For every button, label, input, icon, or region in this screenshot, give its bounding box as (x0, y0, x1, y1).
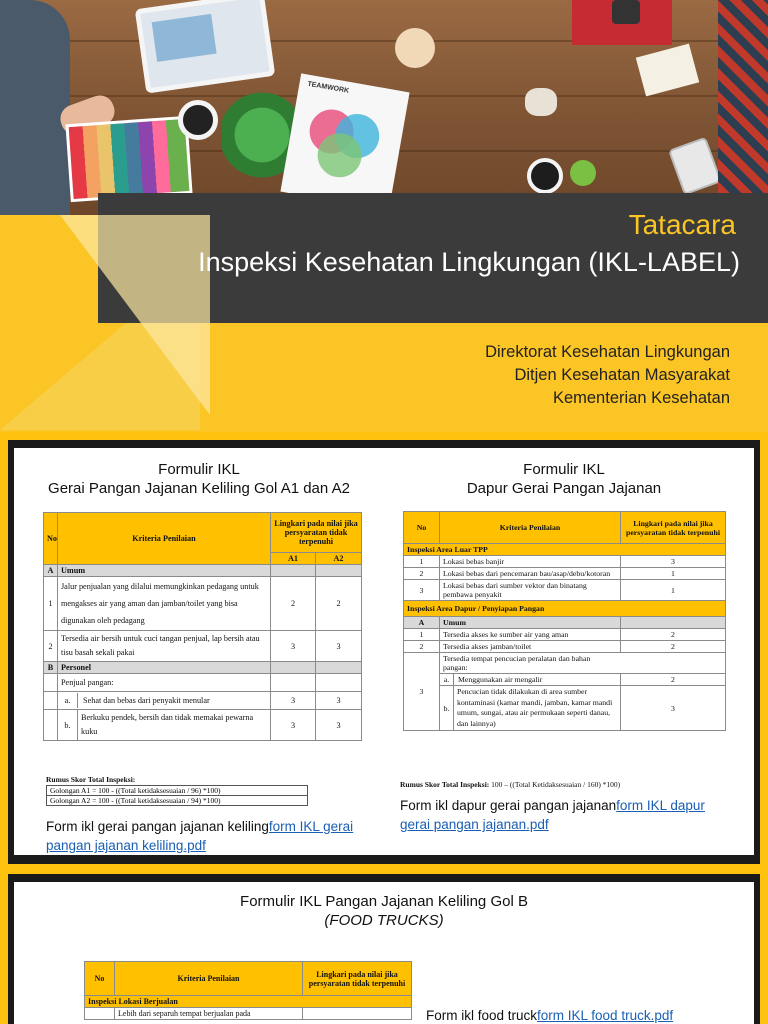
org-line-2: Ditjen Kesehatan Masyarakat (514, 366, 730, 384)
form-b-formula-text: 100 – ((Total Ketidaksesuaian / 160) *100) (489, 780, 621, 789)
table-row (404, 580, 726, 601)
org-line-1: Direktorat Kesehatan Lingkungan (485, 343, 730, 361)
phone (668, 137, 722, 196)
row-a2: 3 (316, 710, 362, 741)
header-lingkari: Lingkari pada nilai jika persyaratan tidak terpenuhi (621, 512, 726, 544)
slide-content (14, 448, 754, 855)
food-truck-table (84, 961, 412, 1020)
table-row (44, 674, 362, 692)
form-b-formula-label: Rumus Skor Total Inspeksi: (400, 780, 490, 789)
row-text: Personel (58, 662, 271, 674)
form-b-title (394, 460, 734, 498)
food-truck-title-line-2: (FOOD TRUCKS) (324, 912, 444, 929)
form-a-formula-label: Rumus Skor Total Inspeksi: (46, 775, 136, 784)
row-sub-mark: b. (58, 710, 78, 740)
row-sub-mark: a. (440, 674, 454, 685)
table-row (404, 556, 726, 568)
table-row (404, 686, 726, 731)
row-text: Tersedia akses jamban/toilet (440, 641, 621, 653)
row-a2: 3 (316, 631, 362, 662)
form-b-link-prefix: Form ikl dapur gerai pangan jajanan (400, 798, 617, 813)
table-row (404, 641, 726, 653)
table-row (44, 662, 362, 674)
form-b-formula (400, 780, 620, 789)
org-line-3: Kementerian Kesehatan (552, 389, 730, 407)
row-no: 1 (404, 556, 440, 568)
row-text: Penjual pangan: (58, 674, 271, 692)
header-a1: A1 (271, 553, 316, 565)
row-text: Tersedia air bersih untuk cuci tangan penjual, lap bersih atau tisu basah sekali pakai (58, 631, 271, 662)
row-a2: 2 (316, 577, 362, 631)
row-a1: 3 (271, 710, 316, 741)
row-no: 2 (404, 641, 440, 653)
form-a-title-line-1: Formulir IKL (158, 461, 240, 478)
form-b-title-line-1: Formulir IKL (523, 461, 605, 478)
slide-content (14, 882, 754, 1024)
row-val: 2 (621, 674, 726, 686)
row-text: Jalur penjualan yang dilalui memungkinkan pedagang untuk mengakses air yang aman dan jamban/toilet yang bisa digunakan oleh pedagang (58, 577, 271, 631)
header-no: No (85, 962, 115, 996)
title-line-2: Inspeksi Kesehatan Lingkungan (IKL-LABEL) (198, 247, 740, 277)
row-text: Berkuku pendek, bersih dan tidak memakai pewarna kuku (81, 713, 254, 736)
row-val: 3 (621, 556, 726, 568)
row-text: Lebih dari separuh tempat berjualan pada (115, 1008, 303, 1020)
table-row (44, 565, 362, 577)
color-palette (65, 116, 192, 202)
pencil-holder (395, 28, 435, 68)
row-a1: 3 (271, 631, 316, 662)
form-b-link-line (400, 796, 720, 834)
table-row (404, 674, 726, 686)
row-sub-mark: b. (440, 686, 454, 730)
notebook (636, 44, 699, 97)
title-slide (0, 0, 768, 432)
row-text: Lokasi bebas dari pencemaran bau/asap/debu/kotoran (440, 568, 621, 580)
person-left (0, 0, 70, 215)
header-a2: A2 (316, 553, 362, 565)
tablet (135, 0, 276, 94)
form-a-title-line-2: Gerai Pangan Jajanan Keliling Gol A1 dan A2 (48, 480, 350, 497)
row-text: Tersedia akses ke sumber air yang aman (440, 629, 621, 641)
table-row (404, 617, 726, 629)
coffee-cup-2 (527, 158, 563, 194)
row-text: Sehat dan bebas dari penyakit menular (83, 696, 210, 705)
row-text: Lokasi bebas banjir (440, 556, 621, 568)
table-row (404, 653, 726, 674)
header-no: No (44, 513, 58, 565)
row-no: 1 (404, 629, 440, 641)
form-a-link-prefix: Form ikl gerai pangan jajanan keliling (46, 819, 269, 834)
teamwork-paper (280, 73, 409, 210)
form-b-table (403, 511, 726, 731)
green-ball (570, 160, 596, 186)
form-b-title-line-2: Dapur Gerai Pangan Jajanan (466, 480, 662, 497)
row-text: Tersedia tempat pencucian peralatan dan bahan pangan: (440, 653, 726, 674)
food-truck-slide (0, 864, 768, 1024)
row-no: 3 (404, 653, 440, 731)
food-truck-title (14, 892, 754, 930)
section-heading: Inspeksi Area Luar TPP (404, 544, 726, 556)
crumpled-paper (525, 88, 557, 116)
header-no: No (404, 512, 440, 544)
table-row (44, 710, 362, 741)
row-no: 2 (44, 631, 58, 662)
title-line-1: Tatacara (628, 209, 736, 240)
decor-light-triangle (60, 215, 210, 415)
header-lingkari: Lingkari pada nilai jika persyaratan tidak terpenuhi (271, 513, 362, 553)
food-truck-pdf-link[interactable]: form IKL food truck.pdf (537, 1008, 674, 1023)
camera (612, 0, 640, 24)
gol-a1: Golongan A1 = 100 - ((Total ketidaksesuaian / 96) *100) (47, 786, 308, 796)
table-row (44, 577, 362, 631)
gol-a2: Golongan A2 = 100 - ((Total ketidaksesuaian / 94) *100) (47, 796, 308, 806)
row-sub-mark: a. (58, 693, 78, 708)
row-no: 2 (404, 568, 440, 580)
form-a-pdf-link[interactable]: form IKL gerai pangan jajanan keliling.pdf (46, 819, 354, 853)
coffee-cup (178, 100, 218, 140)
section-heading: Inspeksi Area Dapur / Penyiapan Pangan (404, 601, 726, 617)
food-truck-link-line (426, 1006, 746, 1024)
row-val: 1 (621, 568, 726, 580)
forms-slide (0, 432, 768, 864)
row-text: Menggunakan air mengalir (457, 675, 543, 684)
row-no: 3 (404, 580, 440, 601)
person-plaid (718, 0, 768, 215)
table-row (404, 629, 726, 641)
row-no: 1 (44, 577, 58, 631)
row-a2: 3 (316, 692, 362, 710)
form-a-title (14, 460, 384, 498)
row-text: Pencucian tidak dilakukan di area sumber kontaminasi (kamar mandi, jamban, kamar mandi umum, sungai, atau air permukaan seperti danau, dan lainnya) (457, 687, 613, 728)
header-kriteria: Kriteria Penilaian (115, 962, 303, 996)
teamwork-label: TEAMWORK (306, 80, 350, 95)
row-text: Umum (440, 617, 621, 629)
row-a1: 3 (271, 692, 316, 710)
row-val: 2 (621, 641, 726, 653)
header-lingkari: Lingkari pada nilai jika persyaratan tidak terpenuhi (303, 962, 412, 996)
food-truck-title-line-1: Formulir IKL Pangan Jajanan Keliling Gol B (240, 893, 528, 910)
section-heading: Inspeksi Lokasi Berjualan (85, 996, 412, 1008)
row-text: Umum (58, 565, 271, 577)
row-val: 2 (621, 629, 726, 641)
header-kriteria: Kriteria Penilaian (440, 512, 621, 544)
header-kriteria: Kriteria Penilaian (58, 513, 271, 565)
row-text: Lokasi bebas dari sumber vektor dan binatang pembawa penyakit (440, 580, 621, 601)
form-a-table (43, 512, 362, 741)
table-row (85, 1008, 412, 1020)
form-a-golongan-table (46, 785, 308, 806)
row-val: 3 (621, 686, 726, 731)
desk-photo (0, 0, 768, 215)
row-no: A (44, 565, 58, 577)
row-no: B (44, 662, 58, 674)
row-a1: 2 (271, 577, 316, 631)
form-b-pdf-link[interactable]: form IKL dapur gerai pangan jajanan.pdf (400, 798, 705, 832)
table-row (44, 631, 362, 662)
row-no: A (404, 617, 440, 629)
food-truck-link-prefix: Form ikl food truck (426, 1008, 538, 1023)
table-row (404, 568, 726, 580)
form-a-link-line (46, 817, 356, 855)
row-val: 1 (621, 580, 726, 601)
table-row (44, 692, 362, 710)
